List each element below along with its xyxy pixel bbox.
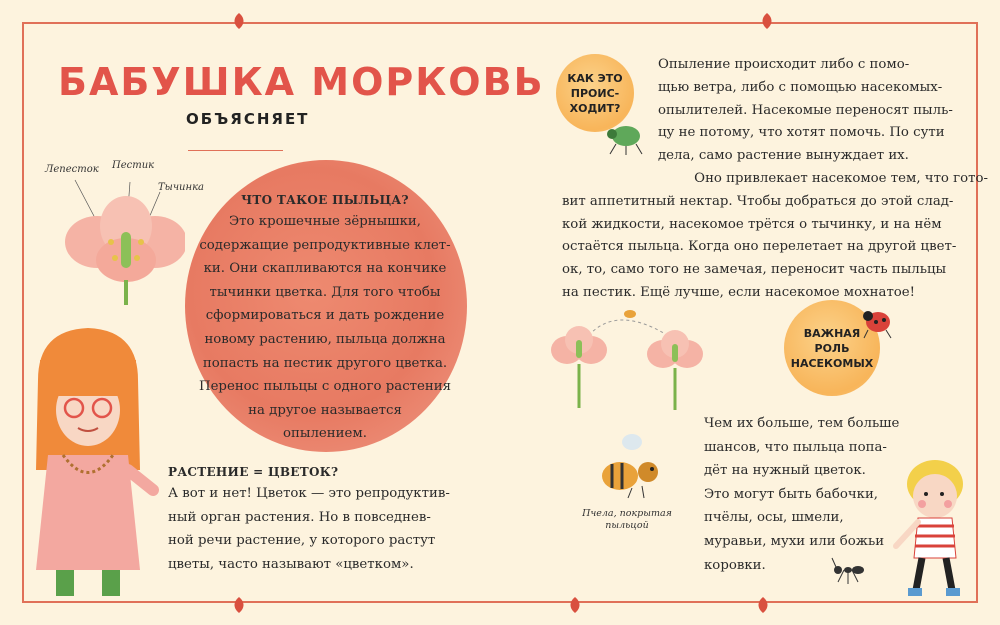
plant-line: ной речи растение, у которого растут [168, 533, 436, 549]
grandma-illustration-icon [18, 320, 168, 600]
green-beetle-icon [600, 112, 650, 156]
role-badge-line: ВАЖНАЯ [803, 326, 861, 340]
page-subtitle: ОБЪЯСНЯЕТ [186, 110, 310, 128]
how-badge-line: КАК ЭТО [567, 71, 623, 85]
title-divider [188, 150, 283, 151]
bee-icon [592, 432, 672, 502]
label-pistil: Пестик [112, 160, 155, 171]
role-line: шансов, что пыльца попа- [704, 439, 887, 455]
how-line: кой жидкости, насекомое трётся о тычинку, и на нём [562, 216, 942, 232]
plant-line: А вот и нет! Цветок — это репродуктив- [168, 486, 450, 501]
pollination-flowers-icon [545, 300, 715, 415]
role-badge-line: НАСЕКОМЫХ [790, 356, 874, 370]
role-badge-line: РОЛЬ [814, 341, 850, 355]
role-line: Чем их больше, тем больше [704, 416, 900, 431]
pollen-line: ки. Они скапливаются на кончике [203, 261, 447, 277]
bee-caption-line: пыльцой [605, 520, 649, 531]
pollen-line: Это крошечные зёрнышки, [229, 214, 421, 229]
ant-icon [828, 552, 868, 588]
label-petal: Лепесток [45, 164, 99, 175]
pollen-heading: ЧТО ТАКОЕ ПЫЛЬЦА? [241, 193, 409, 207]
pollen-line: сформироваться и дать рождение [205, 308, 445, 324]
how-line: Оно привлекает насекомое тем, что гото- [694, 171, 988, 186]
flower-diagram-icon [55, 170, 185, 310]
role-line: муравьи, мухи или божьи [704, 533, 885, 549]
bee-caption-line: Пчела, покрытая [582, 508, 672, 519]
role-text [704, 412, 904, 577]
pollen-text [190, 190, 460, 446]
how-line: Опыление происходит либо с помо- [658, 57, 910, 72]
role-line: пчёлы, осы, шмели, [704, 510, 844, 526]
leaf-ornament-icon [760, 12, 774, 30]
how-badge-line: ПРОИС- [570, 86, 620, 100]
pollen-line: опылением. [283, 426, 367, 442]
pollen-line: содержащие репродуктивные клет- [199, 237, 451, 253]
pollen-line: на другое называется [248, 402, 402, 418]
leaf-ornament-icon [232, 12, 246, 30]
pollen-line: новому растению, пыльца должна [204, 331, 446, 347]
how-line: вит аппетитный нектар. Чтобы добраться до этой слад- [562, 193, 954, 209]
label-stamen: Тычинка [158, 182, 204, 193]
page-title: БАБУШКА МОРКОВЬ [58, 60, 545, 104]
how-text [658, 54, 988, 168]
leaf-ornament-icon [232, 596, 246, 614]
leaf-ornament-icon [756, 596, 770, 614]
plant-section [168, 462, 468, 576]
pollen-line: попасть на пестик другого цветка. [202, 355, 448, 371]
plant-line: цветы, часто называют «цветком». [168, 556, 414, 572]
how-badge-line: ХОДИТ? [569, 101, 621, 115]
boy-illustration-icon [880, 450, 980, 600]
ladybug-icon [858, 300, 898, 340]
leaf-ornament-icon [568, 596, 582, 614]
how-line: на пестик. Ещё лучше, если насекомое мохнатое! [562, 284, 916, 300]
bee-caption [572, 508, 682, 532]
how-line: опылителей. Насекомые переносят пыль- [658, 102, 953, 118]
role-line: коровки. [704, 557, 766, 573]
how-line: щью ветра, либо с помощью насекомых- [658, 79, 943, 95]
how-line: цу не потому, что хотят помочь. По сути [658, 125, 945, 141]
pollen-line: Перенос пыльцы с одного растения [198, 379, 452, 395]
how-text-wide [562, 168, 988, 305]
how-line: дела, само растение вынуждает их. [658, 148, 909, 164]
role-line: Это могут быть бабочки, [704, 486, 879, 502]
pollen-line: тычинки цветка. Для того чтобы [209, 284, 441, 300]
plant-line: ный орган растения. Но в повседнев- [168, 509, 431, 525]
role-line: дёт на нужный цветок. [704, 463, 866, 479]
plant-heading: РАСТЕНИЕ = ЦВЕТОК? [168, 465, 339, 479]
how-line: ок, то, само того не замечая, переносит часть пыльцы [562, 262, 947, 278]
how-line: остаётся пыльца. Когда оно перелетает на другой цвет- [562, 239, 957, 255]
